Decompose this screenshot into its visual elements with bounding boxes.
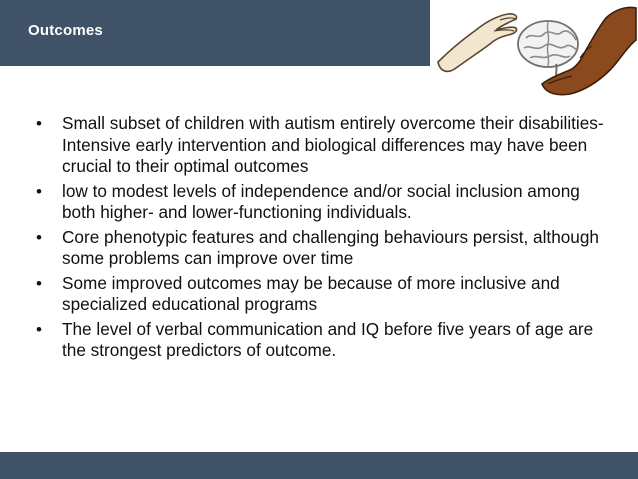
brain-icon	[518, 21, 578, 78]
bullet-marker: •	[36, 114, 42, 133]
list-item	[34, 113, 604, 178]
bullet-marker: •	[36, 319, 42, 339]
list-item	[34, 273, 604, 316]
bullet-marker: •	[36, 227, 42, 247]
logo-image	[430, 0, 638, 104]
list-item	[34, 227, 604, 270]
list-item	[34, 181, 604, 224]
bullet-text: Small subset of children with autism entirely overcome their disabilities- Intensive early intervention and biological differences may have been crucial to their optimal outcomes	[62, 113, 604, 176]
bullet-text: Some improved outcomes may be because of more inclusive and specialized educational programs	[62, 272, 560, 314]
footer-bar	[0, 452, 638, 479]
bullet-text: low to modest levels of independence and/or social inclusion among both higher- and lower-functioning individuals.	[62, 180, 580, 222]
bullet-text: The level of verbal communication and IQ before five years of age are the strongest predictors of outcome.	[62, 318, 594, 360]
hands-holding-brain-icon	[430, 0, 638, 104]
bullet-list	[34, 113, 604, 362]
list-item	[34, 319, 604, 362]
slide-title: Outcomes	[28, 22, 103, 39]
content-area	[34, 113, 604, 365]
bullet-marker: •	[36, 273, 42, 293]
bullet-marker: •	[36, 181, 42, 201]
bullet-text: Core phenotypic features and challenging behaviours persist, although some problems can improve over time	[62, 226, 599, 268]
